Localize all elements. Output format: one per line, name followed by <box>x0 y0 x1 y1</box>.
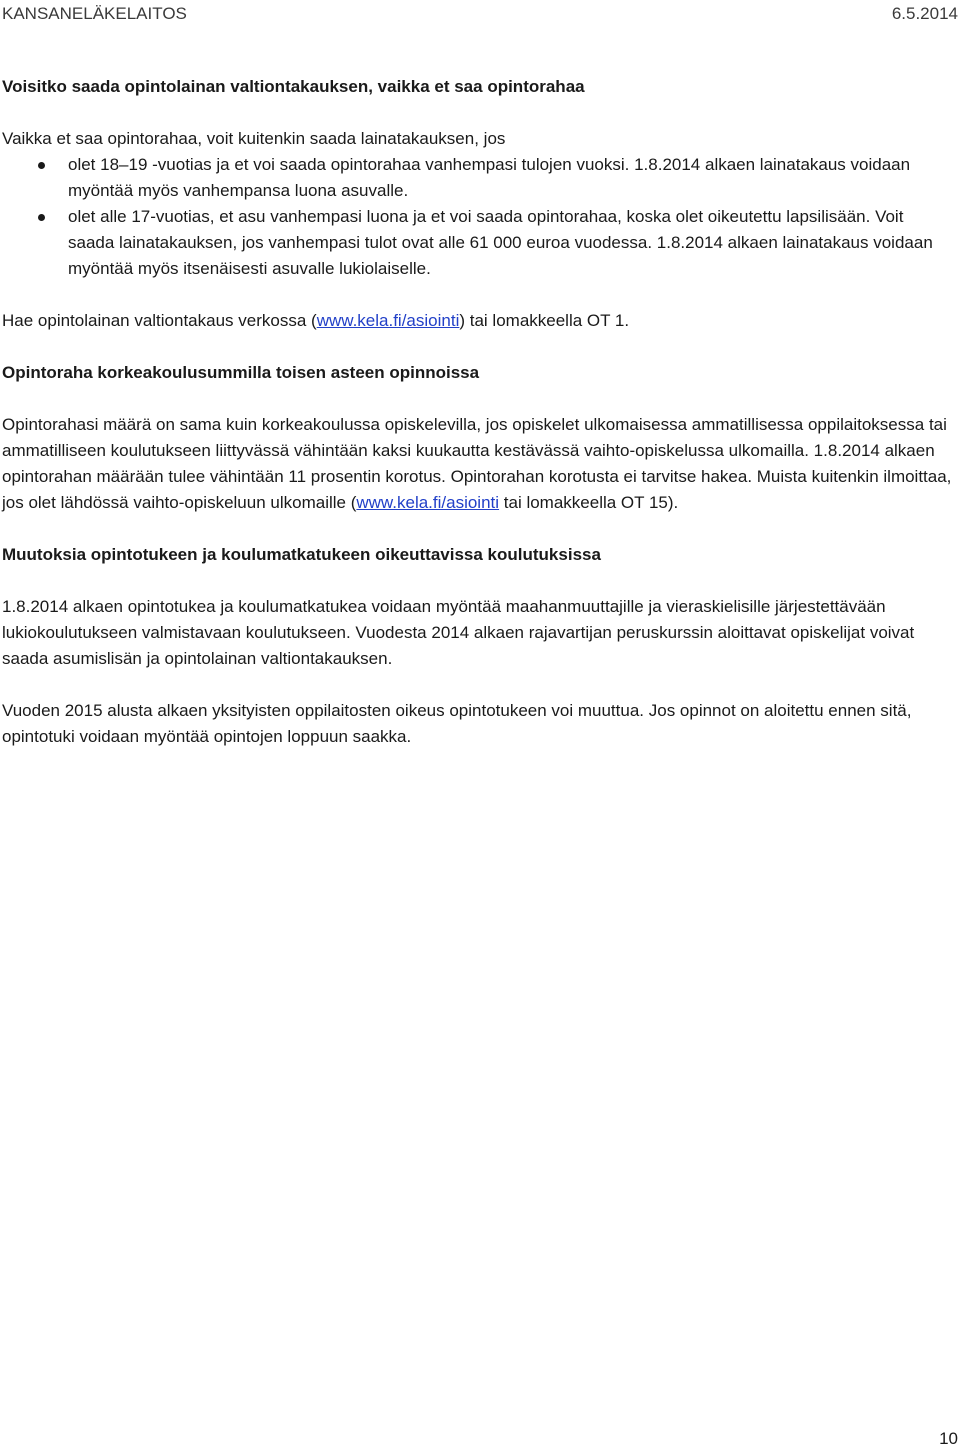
changes-paragraph-2: Vuoden 2015 alusta alkaen yksityisten oppilaitosten oikeus opintotukeen voi muuttua. Jos opinnot on aloitettu ennen sitä, opintotuki voidaan myöntää opintojen loppuun saakka. <box>2 701 912 746</box>
section-heading-changes: Muutoksia opintotukeen ja koulumatkatukeen oikeuttavissa koulutuksissa <box>2 545 601 564</box>
list-item: olet alle 17-vuotias, et asu vanhempasi luona ja et voi saada opintorahaa, koska olet oikeutettu lapsilisään. Voit saada lainatakauksen, jos vanhempasi tulot ovat alle 61 000 euroa vuodessa. 1.8.2014 alkaen lainatakaus voidaan myöntää myös itsenäisesti asuvalle lukiolaiselle. <box>2 204 954 282</box>
bullet-list <box>2 152 954 282</box>
kela-asiointi-link[interactable]: www.kela.fi/asiointi <box>356 493 500 512</box>
document-date: 6.5.2014 <box>891 4 958 23</box>
page-header <box>2 2 958 26</box>
apply-text-after: ) tai lomakkeella OT 1. <box>459 311 630 330</box>
apply-instructions <box>2 308 954 334</box>
kela-asiointi-link[interactable]: www.kela.fi/asiointi <box>316 311 460 330</box>
section-intro: Vaikka et saa opintorahaa, voit kuitenkin saada lainatakauksen, jos <box>2 129 506 148</box>
section-heading-loan-guarantee: Voisitko saada opintolainan valtiontakauksen, vaikka et saa opintorahaa <box>2 77 585 96</box>
list-item: olet 18–19 -vuotias ja et voi saada opintorahaa vanhempasi tulojen vuoksi. 1.8.2014 alkaen lainatakaus voidaan myöntää myös vanhempansa luona asuvalle. <box>2 152 954 204</box>
apply-text-before: Hae opintolainan valtiontakaus verkossa ( <box>2 311 317 330</box>
changes-paragraph-1: 1.8.2014 alkaen opintotukea ja koulumatkatukea voidaan myöntää maahanmuuttajille ja vieraskielisille järjestettävään lukiokoulutukseen valmistavaan koulutukseen. Vuodesta 2014 alkaen rajavartijan peruskurssin aloittavat opiskelijat voivat saada asumislisän ja opintolainan valtiontakauksen. <box>2 597 915 668</box>
section-heading-study-grant: Opintoraha korkeakoulusummilla toisen asteen opinnoissa <box>2 363 480 382</box>
study-grant-paragraph <box>2 412 954 516</box>
study-grant-text-after: tai lomakkeella OT 15). <box>499 493 679 512</box>
page-number: 10 <box>939 1429 958 1448</box>
main-content <box>2 74 954 750</box>
organization-name: KANSANELÄKELAITOS <box>2 4 187 23</box>
study-grant-text: Opintorahasi määrä on sama kuin korkeakoulussa opiskelevilla, jos opiskelet ulkomaisessa ammatillisessa oppilaitoksessa tai ammatilliseen koulutukseen liittyvässä vähintään kaksi kuukautta kestävässä vaihto-opiskelussa ulkomailla. 1.8.2014 alkaen opintorahan määrään tulee vähintään 11 prosentin korotus. Opintorahan korotusta ei tarvitse hakea. Muista kuitenkin ilmoittaa, jos olet lähdössä vaihto-opiskeluun ulkomaille ( <box>2 415 952 512</box>
